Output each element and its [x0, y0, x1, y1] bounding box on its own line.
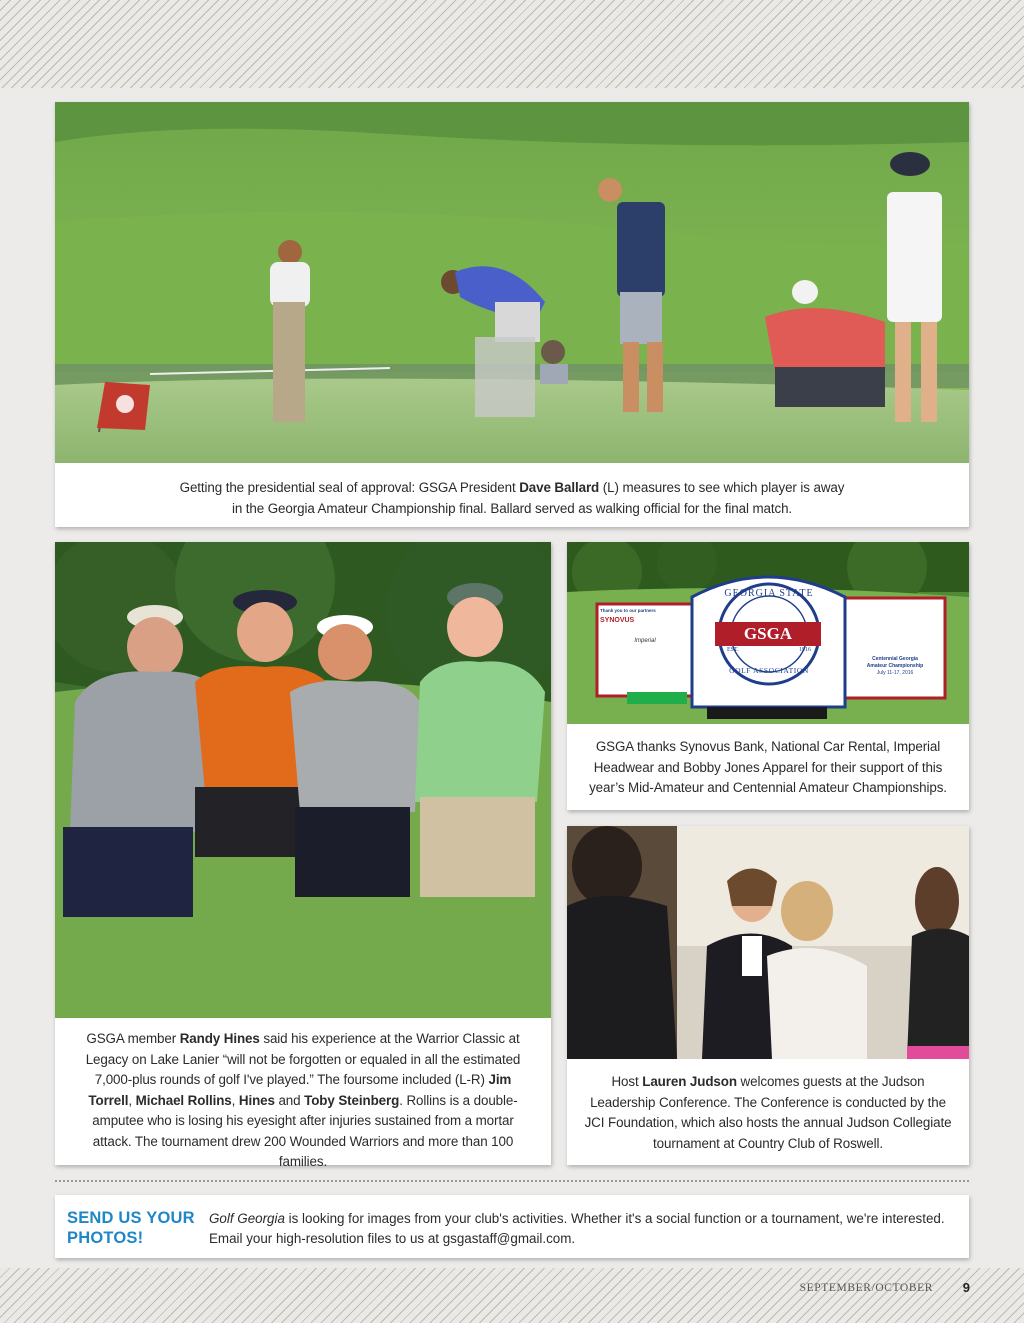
foursome-photo — [55, 542, 551, 1018]
sign-center-arc-bottom: GOLF ASSOCIATION — [729, 666, 809, 675]
sponsor-sign-photo — [567, 542, 969, 724]
send-photos-title: SEND US YOUR PHOTOS! — [67, 1209, 195, 1247]
publication-name: Golf Georgia — [209, 1211, 285, 1226]
section-divider — [55, 1180, 969, 1182]
footer-issue: SEPTEMBER/OCTOBER — [799, 1282, 933, 1294]
sponsor-sign-caption: GSGA thanks Synovus Bank, National Car Rental, Imperial Headwear and Bobby Jones Apparel for their support of this year’s Mid-Amateur and Centennial Amateur Championships. — [589, 739, 947, 795]
dave-ballard-name: Dave Ballard — [519, 480, 600, 495]
putting-green-caption: Getting the presidential seal of approval: GSGA President Dave Ballard (L) measures to see which player is away in the Georgia Amateur Championship final. Ballard served as walking official for the final match. — [179, 480, 845, 516]
send-photos-text: Golf Georgia is looking for images from your club's activities. Whether it's a social function or a tournament, we're interested. Email your high-resolution files to us at gsgastaff@gmail.com. — [209, 1211, 945, 1246]
photo-card-conference — [567, 826, 969, 1165]
sign-center-est: EST. 1916 — [727, 647, 811, 653]
sign-center-logo: GSGA — [743, 624, 793, 643]
conference-photo — [567, 826, 969, 1059]
sign-right-panel: Centennial Georgia Amateur Championship July 11-17, 2016 — [866, 656, 924, 676]
photo-card-putting-green — [55, 102, 969, 527]
sign-left-panel: Thank you to our partners SYNOVUS Imperial National — [600, 608, 656, 691]
foursome-caption: GSGA member Randy Hines said his experience at the Warrior Classic at Legacy on Lake Lanier “will not be forgotten or equaled in all the estimated 7,000-plus rounds of golf I've played.” The foursome included (L-R) Jim Torrell, Michael Rollins, Hines and Toby Steinberg. Rollins is a double-amputee who is losing his eyesight after injuries sustained from a mortar attack. The tournament drew 200 Wounded Warriors and more than 100 families. — [85, 1031, 521, 1169]
sign-center-arc-top: GEORGIA STATE — [724, 588, 814, 599]
conference-caption: Host Lauren Judson welcomes guests at the Judson Leadership Conference. The Conference is conducted by the JCI Foundation, which also hosts the annual Judson Collegiate tournament at Country Club of Roswell. — [584, 1074, 952, 1151]
photo-card-foursome — [55, 542, 551, 1169]
putting-green-photo — [55, 102, 969, 463]
page-number: 9 — [962, 1280, 970, 1295]
photo-card-sponsor-sign — [567, 542, 969, 810]
